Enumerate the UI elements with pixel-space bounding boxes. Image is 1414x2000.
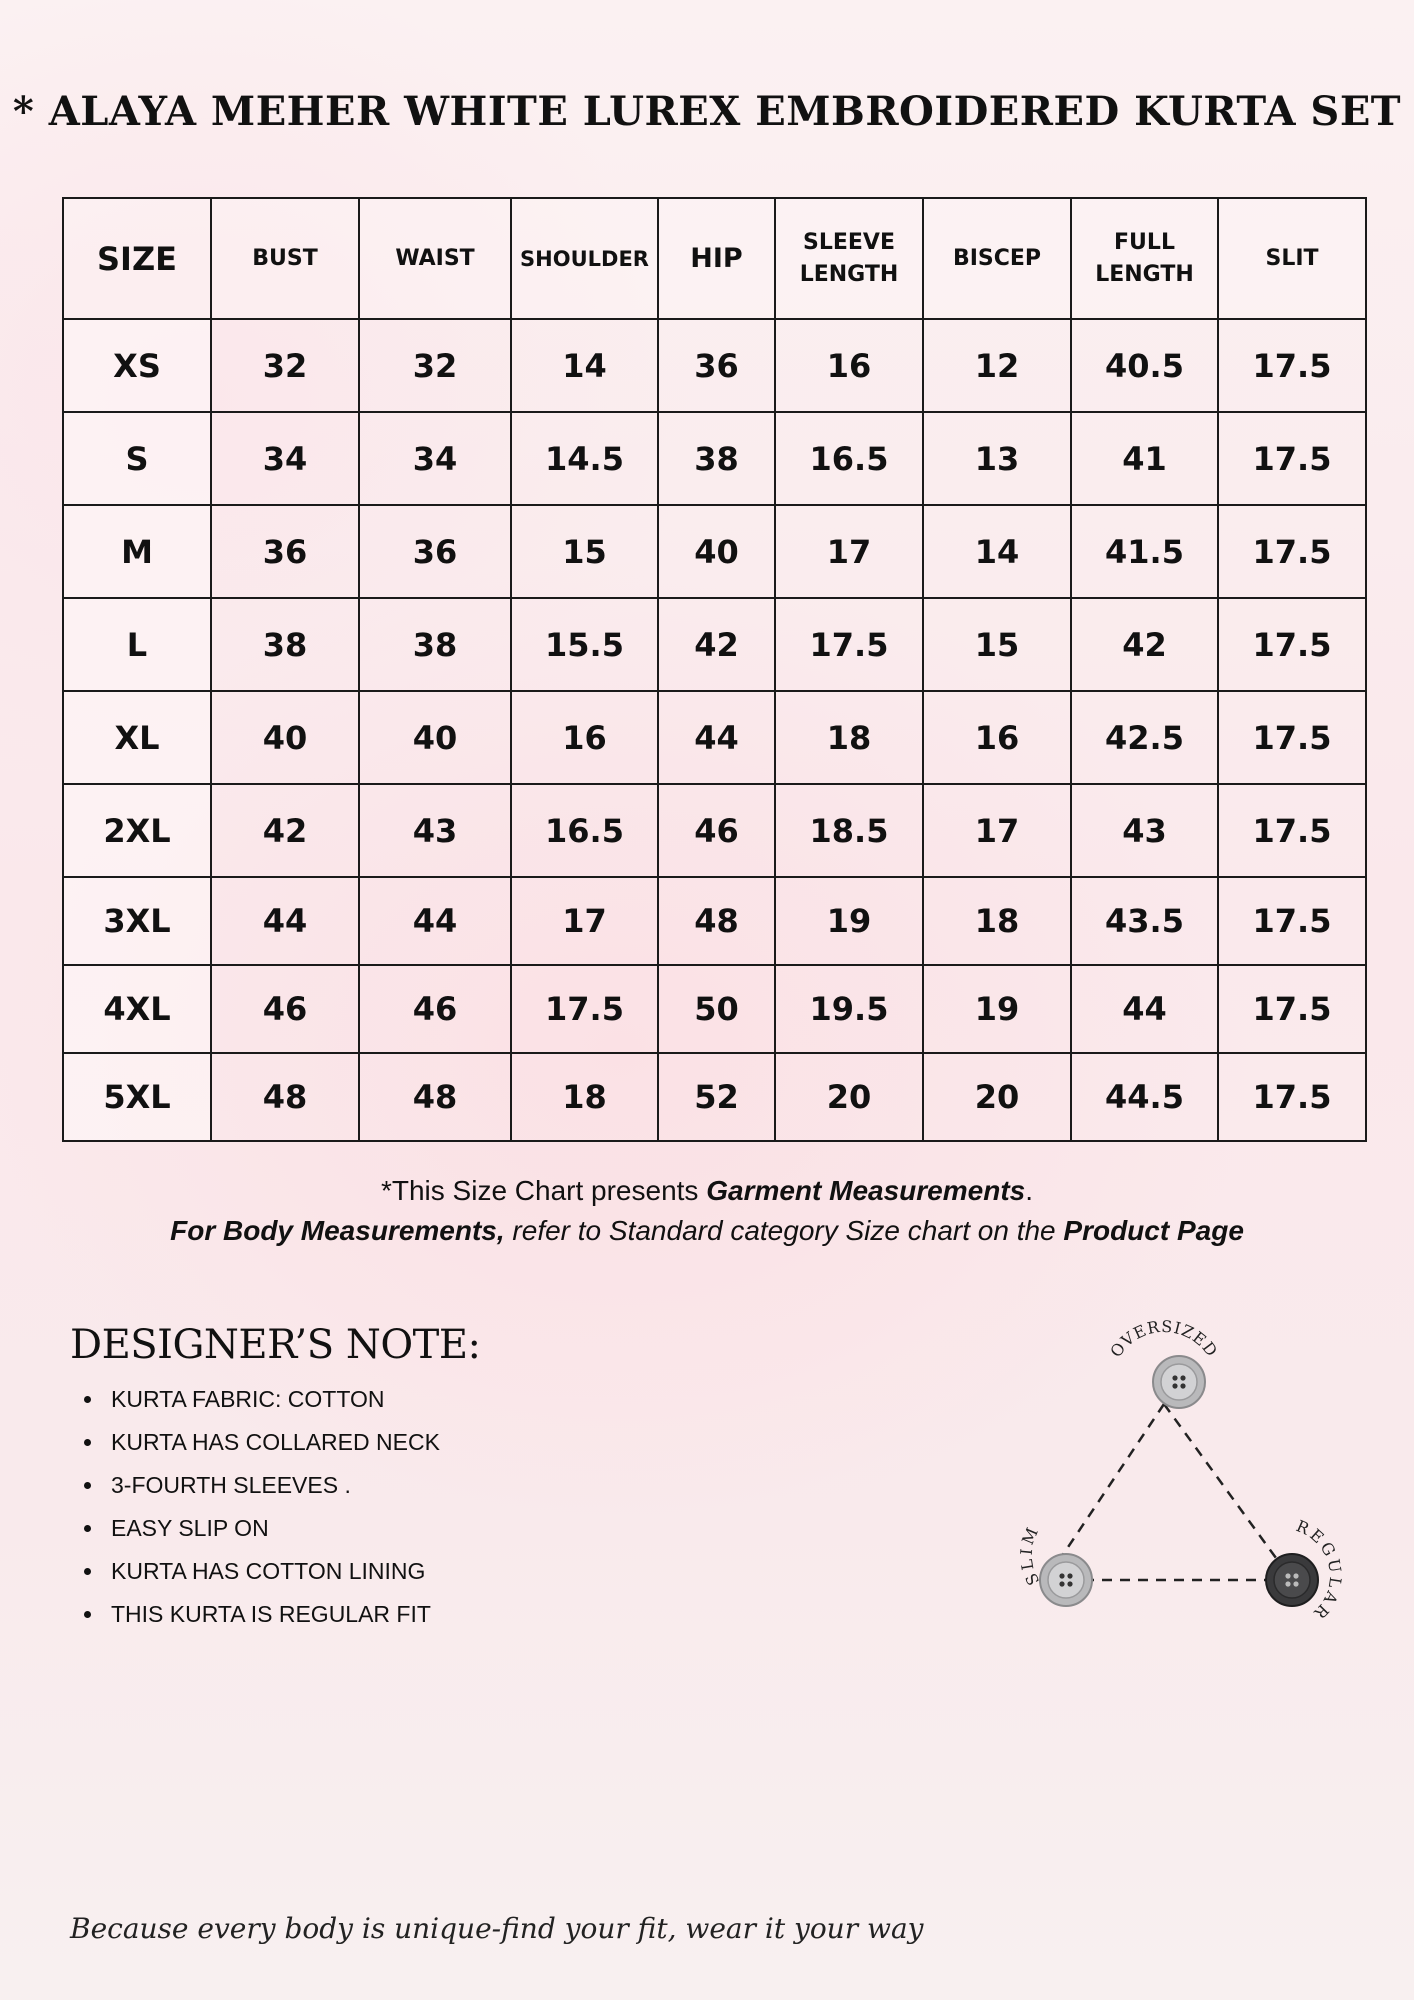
measurement-cell: 18 xyxy=(775,691,923,784)
fit-diagram xyxy=(990,1300,1360,1650)
measurement-cell: 43 xyxy=(359,784,511,877)
measurement-cell: 32 xyxy=(359,319,511,412)
measurement-cell: 17.5 xyxy=(1218,1053,1366,1141)
measurement-cell: 32 xyxy=(211,319,359,412)
size-chart-table xyxy=(62,197,1367,1142)
header-hip: HIP xyxy=(658,198,775,319)
measurement-cell: 20 xyxy=(923,1053,1071,1141)
oversized-label: OVERSIZED xyxy=(1106,1316,1222,1361)
measurement-cell: 16 xyxy=(511,691,658,784)
size-label-cell: S xyxy=(63,412,211,505)
measurement-cell: 46 xyxy=(211,965,359,1053)
measurement-cell: 19 xyxy=(923,965,1071,1053)
table-row xyxy=(63,598,1366,691)
footnote-line-2: For Body Measurements, refer to Standard category Size chart on the Product Page xyxy=(170,1215,1244,1246)
size-label-cell: 5XL xyxy=(63,1053,211,1141)
regular-button-icon xyxy=(1266,1554,1318,1606)
footnote-line-1: *This Size Chart presents Garment Measurements. xyxy=(380,1175,1034,1206)
measurement-cell: 19.5 xyxy=(775,965,923,1053)
measurement-cell: 43.5 xyxy=(1071,877,1218,965)
measurement-cell: 17 xyxy=(511,877,658,965)
measurement-cell: 34 xyxy=(359,412,511,505)
header-size: SIZE xyxy=(63,198,211,319)
measurement-cell: 42 xyxy=(211,784,359,877)
table-row xyxy=(63,965,1366,1053)
designer-note-list xyxy=(84,1383,440,1641)
measurement-cell: 17 xyxy=(775,505,923,598)
note-item: 3-FOURTH SLEEVES . xyxy=(84,1469,440,1512)
measurement-cell: 17 xyxy=(923,784,1071,877)
page-title: * ALAYA MEHER WHITE LUREX EMBROIDERED KURTA SET xyxy=(12,88,1402,135)
measurement-cell: 14.5 xyxy=(511,412,658,505)
header-shoulder: SHOULDER xyxy=(511,198,658,319)
measurement-cell: 43 xyxy=(1071,784,1218,877)
table-row xyxy=(63,319,1366,412)
header-waist: WAIST xyxy=(359,198,511,319)
measurement-cell: 38 xyxy=(359,598,511,691)
slim-button-icon xyxy=(1040,1554,1092,1606)
measurement-cell: 17.5 xyxy=(1218,784,1366,877)
measurement-cell: 44.5 xyxy=(1071,1053,1218,1141)
slim-label: SLIM xyxy=(1016,1522,1044,1589)
size-label-cell: 2XL xyxy=(63,784,211,877)
measurement-cell: 17.5 xyxy=(1218,319,1366,412)
measurement-cell: 38 xyxy=(658,412,775,505)
measurement-cell: 48 xyxy=(211,1053,359,1141)
measurement-cell: 36 xyxy=(658,319,775,412)
measurement-cell: 42.5 xyxy=(1071,691,1218,784)
size-label-cell: XS xyxy=(63,319,211,412)
measurement-cell: 42 xyxy=(658,598,775,691)
measurement-cell: 42 xyxy=(1071,598,1218,691)
measurement-cell: 40 xyxy=(359,691,511,784)
header-full-length: FULL LENGTH xyxy=(1071,198,1218,319)
note-item: KURTA FABRIC: COTTON xyxy=(84,1383,440,1426)
measurement-cell: 16 xyxy=(775,319,923,412)
oversized-button-icon xyxy=(1153,1356,1205,1408)
measurement-cell: 41.5 xyxy=(1071,505,1218,598)
size-label-cell: L xyxy=(63,598,211,691)
header-sleeve-length: SLEEVE LENGTH xyxy=(775,198,923,319)
measurement-cell: 12 xyxy=(923,319,1071,412)
measurement-cell: 18.5 xyxy=(775,784,923,877)
measurement-cell: 19 xyxy=(775,877,923,965)
measurement-cell: 46 xyxy=(658,784,775,877)
note-item: KURTA HAS COTTON LINING xyxy=(84,1555,440,1598)
measurement-cell: 40 xyxy=(658,505,775,598)
size-label-cell: 3XL xyxy=(63,877,211,965)
measurement-cell: 36 xyxy=(359,505,511,598)
measurement-cell: 48 xyxy=(359,1053,511,1141)
size-label-cell: XL xyxy=(63,691,211,784)
measurement-cell: 44 xyxy=(359,877,511,965)
measurement-cell: 44 xyxy=(1071,965,1218,1053)
measurement-cell: 34 xyxy=(211,412,359,505)
measurement-cell: 17.5 xyxy=(1218,505,1366,598)
table-row xyxy=(63,691,1366,784)
table-row xyxy=(63,505,1366,598)
table-header-row xyxy=(63,198,1366,319)
table-row xyxy=(63,784,1366,877)
measurement-cell: 16 xyxy=(923,691,1071,784)
measurement-cell: 52 xyxy=(658,1053,775,1141)
measurement-cell: 17.5 xyxy=(511,965,658,1053)
measurement-cell: 15 xyxy=(923,598,1071,691)
note-item: THIS KURTA IS REGULAR FIT xyxy=(84,1598,440,1641)
measurement-cell: 15.5 xyxy=(511,598,658,691)
measurement-cell: 17.5 xyxy=(1218,965,1366,1053)
header-bust: BUST xyxy=(211,198,359,319)
measurement-cell: 17.5 xyxy=(1218,598,1366,691)
measurement-cell: 15 xyxy=(511,505,658,598)
measurement-cell: 14 xyxy=(923,505,1071,598)
connector-line xyxy=(1164,1404,1292,1580)
header-biscep: BISCEP xyxy=(923,198,1071,319)
measurement-cell: 20 xyxy=(775,1053,923,1141)
measurement-cell: 17.5 xyxy=(775,598,923,691)
measurement-cell: 18 xyxy=(511,1053,658,1141)
measurement-cell: 17.5 xyxy=(1218,412,1366,505)
table-row xyxy=(63,877,1366,965)
measurement-cell: 38 xyxy=(211,598,359,691)
tagline: Because every body is unique-find your fit, wear it your way xyxy=(70,1912,924,1945)
measurement-cell: 40.5 xyxy=(1071,319,1218,412)
measurement-cell: 41 xyxy=(1071,412,1218,505)
regular-label: REGULAR xyxy=(1293,1516,1346,1625)
size-label-cell: 4XL xyxy=(63,965,211,1053)
note-item: KURTA HAS COLLARED NECK xyxy=(84,1426,440,1469)
header-slit: SLIT xyxy=(1218,198,1366,319)
measurement-cell: 44 xyxy=(658,691,775,784)
table-row xyxy=(63,1053,1366,1141)
size-label-cell: M xyxy=(63,505,211,598)
measurement-cell: 16.5 xyxy=(511,784,658,877)
measurement-cell: 40 xyxy=(211,691,359,784)
measurement-cell: 44 xyxy=(211,877,359,965)
measurement-cell: 13 xyxy=(923,412,1071,505)
designer-note-title: DESIGNER’S NOTE: xyxy=(70,1322,481,1368)
measurement-cell: 16.5 xyxy=(775,412,923,505)
measurement-cell: 48 xyxy=(658,877,775,965)
note-item: EASY SLIP ON xyxy=(84,1512,440,1555)
measurement-cell: 18 xyxy=(923,877,1071,965)
measurement-cell: 17.5 xyxy=(1218,877,1366,965)
measurement-cell: 17.5 xyxy=(1218,691,1366,784)
table-row xyxy=(63,412,1366,505)
measurement-cell: 46 xyxy=(359,965,511,1053)
measurement-cell: 36 xyxy=(211,505,359,598)
measurement-cell: 14 xyxy=(511,319,658,412)
measurement-cell: 50 xyxy=(658,965,775,1053)
